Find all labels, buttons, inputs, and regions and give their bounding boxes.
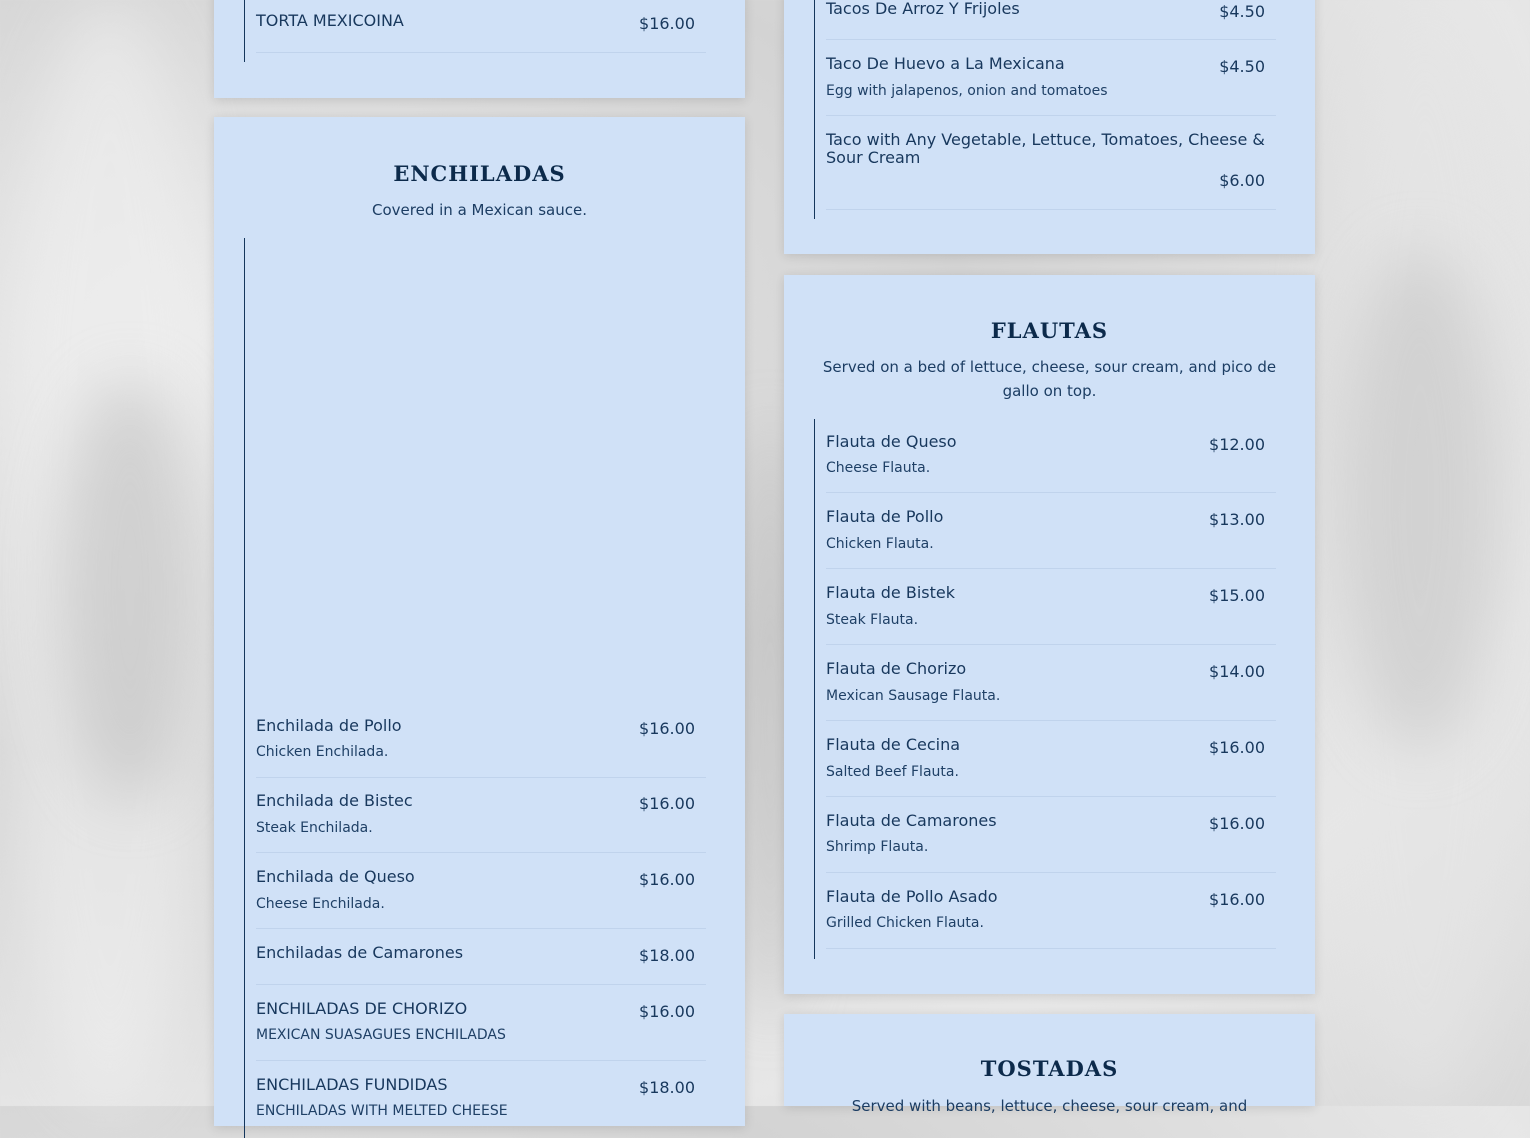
menu-item[interactable] [826,583,1265,628]
item-description: ENCHILADAS WITH MELTED CHEESE [256,1103,508,1119]
menu-item[interactable] [826,811,1265,855]
item-name: Flauta de Camarones [826,811,997,830]
item-price: $4.50 [1219,2,1265,21]
item-separator [826,492,1276,493]
item-name: ENCHILADAS FUNDIDAS [256,1075,448,1094]
item-name: Enchilada de Queso [256,867,415,886]
item-name: Enchilada de Pollo [256,716,402,735]
item-price: $16.00 [639,14,695,33]
section-subtitle: Served on a bed of lettuce, cheese, sour cream, and pico de gallo on top. [822,358,1277,400]
flautas-card [784,275,1315,994]
menu-item[interactable] [826,54,1265,99]
item-name: Enchilada de Bistec [256,791,413,810]
item-name: Flauta de Chorizo [826,659,967,678]
menu-item[interactable] [256,1075,695,1119]
section-title: ENCHILADAS [393,161,566,186]
menu-item[interactable] [826,432,1265,476]
item-separator [256,1060,706,1061]
menu-item[interactable] [256,716,695,760]
item-price: $16.00 [639,1002,695,1021]
background-blur [1340,250,1500,750]
item-separator [826,872,1276,873]
item-price: $16.00 [639,870,695,889]
item-name: Flauta de Cecina [826,735,961,754]
item-price: $18.00 [639,1078,695,1097]
item-price: $14.00 [1209,662,1265,681]
item-description: Mexican Sausage Flauta. [826,688,1001,704]
menu-item[interactable] [826,131,1265,191]
item-price: $15.00 [1209,586,1265,605]
section-title: TOSTADAS [980,1056,1119,1081]
item-separator [826,948,1276,949]
item-description: Grilled Chicken Flauta. [826,915,984,931]
tacos-card [784,0,1315,254]
item-name: ENCHILADAS DE CHORIZO [256,999,468,1018]
item-description: Shrimp Flauta. [826,839,929,855]
item-price: $18.00 [639,946,695,965]
enchiladas-card [214,117,745,1126]
item-name: Flauta de Pollo Asado [826,887,998,906]
tostadas-card [784,1014,1315,1115]
menu-item[interactable] [256,12,695,52]
item-separator [826,720,1276,721]
item-description: MEXICAN SUASAGUES ENCHILADAS [256,1027,506,1043]
menu-item[interactable] [826,0,1265,30]
item-separator [826,115,1276,116]
menu-divider-line [244,238,245,1138]
item-name: Taco De Huevo a La Mexicana [826,54,1065,73]
menu-item[interactable] [826,659,1265,704]
item-name: Tacos De Arroz Y Frijoles [826,0,1020,18]
item-price: $16.00 [1209,890,1265,909]
item-separator [256,777,706,778]
item-description: Cheese Flauta. [826,460,931,476]
item-description: Steak Enchilada. [256,820,373,836]
item-name: Enchiladas de Camarones [256,943,464,962]
menu-item[interactable] [256,999,695,1043]
item-price: $4.50 [1219,57,1265,76]
item-separator [826,568,1276,569]
item-separator [826,209,1276,210]
menu-item[interactable] [826,735,1265,780]
section-subtitle: Covered in a Mexican sauce. [372,201,587,219]
menu-item[interactable] [256,791,695,836]
item-name: Flauta de Bistek [826,583,955,602]
item-name: TORTA MEXICOINA [256,11,404,30]
item-separator [826,644,1276,645]
item-price: $16.00 [1209,814,1265,833]
menu-divider-line [814,419,815,959]
background-blur [60,380,200,800]
menu-item[interactable] [826,507,1265,552]
item-name: Flauta de Pollo [826,507,944,526]
item-price: $6.00 [1219,171,1265,190]
item-separator [256,852,706,853]
item-separator [256,52,706,53]
item-name: Taco with Any Vegetable, Lettuce, Tomatoes, Cheese & Sour Cream [826,130,1265,167]
item-description: Chicken Enchilada. [256,744,389,760]
menu-divider-line [814,0,815,219]
item-name: Flauta de Queso [826,432,957,451]
menu-item[interactable] [256,944,695,974]
item-price: $16.00 [639,719,695,738]
item-separator [826,39,1276,40]
menu-item[interactable] [256,867,695,912]
item-description: Cheese Enchilada. [256,896,385,912]
item-price: $12.00 [1209,435,1265,454]
item-description: Steak Flauta. [826,612,919,628]
item-description: Egg with jalapenos, onion and tomatoes [826,83,1108,99]
item-separator [826,796,1276,797]
item-separator [256,984,706,985]
item-price: $13.00 [1209,510,1265,529]
torta-card [214,0,745,98]
item-price: $16.00 [1209,738,1265,757]
item-price: $16.00 [639,794,695,813]
item-separator [256,928,706,929]
item-description: Chicken Flauta. [826,536,934,552]
menu-divider-line [244,0,245,62]
section-subtitle: Served with beans, lettuce, cheese, sour cream, and [851,1097,1248,1115]
item-description: Salted Beef Flauta. [826,764,959,780]
menu-item[interactable] [826,887,1265,931]
section-title: FLAUTAS [990,318,1109,343]
